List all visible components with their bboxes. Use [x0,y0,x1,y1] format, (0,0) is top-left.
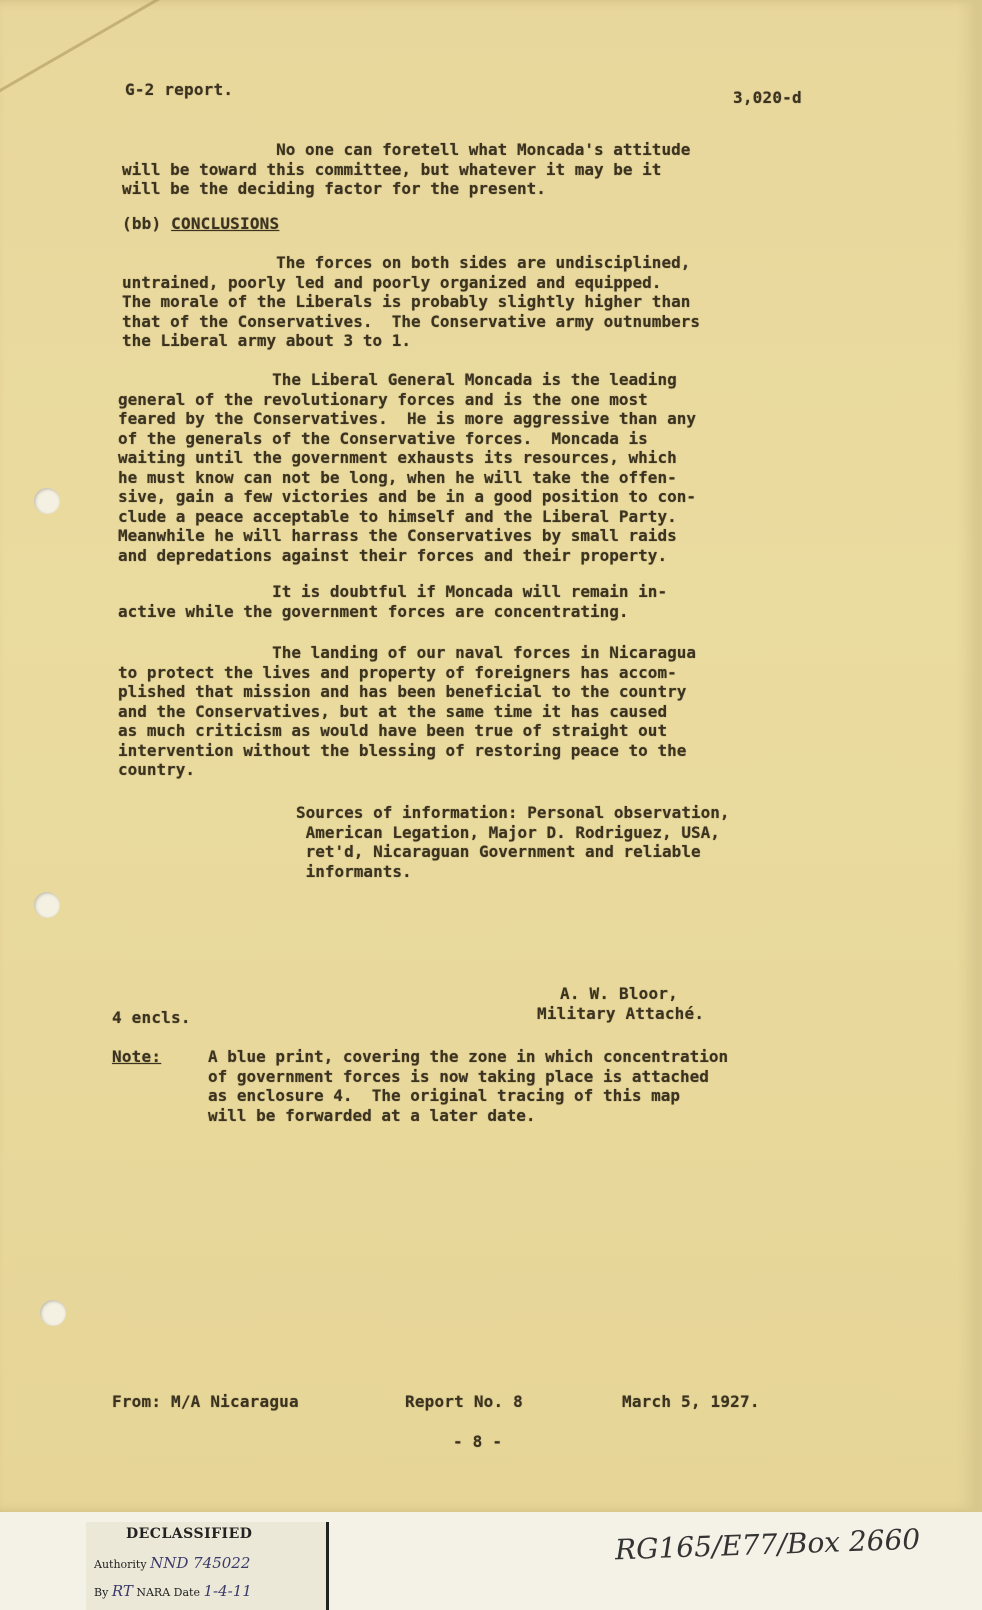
section-heading [122,214,279,234]
enclosures: 4 encls. [112,1008,191,1027]
paragraph-2 [122,253,700,351]
text-line: as enclosure 4. The original tracing of this map [208,1086,681,1105]
stamp-by [94,1582,252,1600]
paragraph-4 [118,582,667,621]
text-line: The Liberal General Moncada is the leading [118,370,677,389]
text-line: The landing of our naval forces in Nicaragua [118,643,696,662]
text-line: American Legation, Major D. Rodriguez, USA, [296,822,720,842]
text-line: ret'd, Nicaraguan Government and reliable [296,842,701,861]
text-line: of the generals of the Conservative forces. Moncada is [118,428,648,448]
text-line: untrained, poorly led and poorly organized and equipped. [122,272,662,292]
signature-title: Military Attaché. [537,1004,705,1023]
text-line: Meanwhile he will harrass the Conservatives by small raids [118,526,677,545]
stamp-authority [94,1554,250,1572]
footer-report-number: Report No. 8 [405,1392,523,1411]
footer-from: From: M/A Nicaragua [112,1392,299,1411]
text-line: general of the revolutionary forces and is the one most [118,389,648,409]
punch-hole [34,892,60,918]
section-label: (bb) [122,214,172,233]
text-line: plished that mission and has been beneficial to the country [118,682,687,701]
stamp-by-label: By [94,1586,109,1599]
paragraph-1 [122,140,690,199]
text-line: The morale of the Liberals is probably slightly higher than [122,292,691,311]
text-line: feared by the Conservatives. He is more aggressive than any [118,409,696,428]
text-line: informants. [296,861,412,881]
archive-call-number: RG165/E77/Box 2660 [614,1522,921,1567]
note-text [208,1047,728,1125]
text-line: will be toward this committee, but whatever it may be it [122,159,662,179]
text-line: will be forwarded at a later date. [208,1105,536,1125]
text-line: as much criticism as would have been true of straight out [118,721,668,740]
punch-hole [40,1300,66,1326]
text-line: It is doubtful if Moncada will remain in- [118,582,668,601]
text-line: No one can foretell what Moncada's attitude [122,140,691,159]
punch-hole [34,488,60,514]
text-line: Sources of information: Personal observation, [296,803,730,822]
text-line: sive, gain a few victories and be in a good position to con- [118,487,696,506]
stamp-authority-value: NND 745022 [150,1554,251,1572]
text-line: country. [118,760,196,779]
stamp-nara-value: 1-4-11 [203,1582,252,1600]
section-title: CONCLUSIONS [171,214,280,233]
stamp-by-value: RT [111,1582,133,1600]
sources-of-information [296,803,729,881]
text-line: waiting until the government exhausts its resources, which [118,448,677,467]
signature-name: A. W. Bloor, [560,984,678,1003]
text-line: and depredations against their forces and their property. [118,545,668,565]
text-line: active while the government forces are concentrating. [118,601,629,621]
header-right: 3,020-d [733,88,802,107]
text-line: intervention without the blessing of restoring peace to the [118,740,687,760]
stamp-title: DECLASSIFIED [126,1526,253,1542]
text-line: he must know can not be long, when he will take the offen- [118,467,677,487]
paragraph-3 [118,370,696,565]
paragraph-5 [118,643,696,780]
header-left: G-2 report. [125,80,234,99]
text-line: A blue print, covering the zone in which concentration [208,1047,729,1066]
text-line: and the Conservatives, but at the same time it has caused [118,701,668,721]
text-line: of government forces is now taking place is attached [208,1066,709,1086]
page-edge-shadow [956,0,982,1512]
text-line: will be the deciding factor for the present. [122,179,546,198]
text-line: that of the Conservatives. The Conservative army outnumbers [122,311,700,331]
text-line: to protect the lives and property of foreigners has accom- [118,662,677,682]
text-line: The forces on both sides are undisciplined, [122,253,691,272]
stamp-authority-label: Authority [94,1558,147,1571]
page-number: - 8 - [453,1432,503,1451]
declassified-stamp [86,1522,329,1610]
footer-date: March 5, 1927. [622,1392,760,1411]
note-label: Note: [112,1047,162,1066]
text-line: the Liberal army about 3 to 1. [122,331,411,350]
stamp-nara-label: NARA Date [136,1586,200,1599]
text-line: clude a peace acceptable to himself and the Liberal Party. [118,506,677,526]
